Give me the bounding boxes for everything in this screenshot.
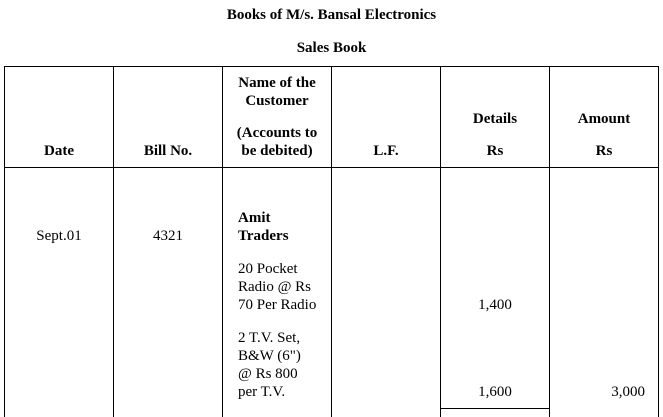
item2-line4: per T.V. bbox=[238, 384, 286, 400]
header-details-unit: Rs bbox=[486, 143, 504, 159]
firm-title: Books of M/s. Bansal Electronics bbox=[226, 7, 437, 23]
item2-line1: 2 T.V. Set, bbox=[238, 330, 301, 346]
header-date: Date bbox=[44, 143, 74, 159]
table-right-border bbox=[658, 66, 659, 417]
header-details: Details bbox=[472, 111, 518, 127]
header-amount: Amount bbox=[577, 111, 631, 127]
entry-date: Sept.01 bbox=[36, 228, 82, 244]
header-lf: L.F. bbox=[373, 143, 399, 159]
header-name-line1: Name of the bbox=[238, 75, 316, 91]
item1-line3: 70 Per Radio bbox=[238, 297, 317, 313]
entry-amount: 3,000 bbox=[611, 384, 645, 400]
entry-bill-no: 4321 bbox=[153, 228, 183, 244]
item1-line1: 20 Pocket bbox=[238, 261, 298, 277]
header-name-line2: Customer bbox=[245, 93, 309, 109]
details-total-line bbox=[441, 408, 549, 409]
item2-line3: @ Rs 800 bbox=[238, 366, 298, 382]
header-amount-unit: Rs bbox=[595, 143, 613, 159]
header-name-line4: be debited) bbox=[241, 143, 313, 159]
customer-name-line2: Traders bbox=[238, 228, 289, 244]
item1-line2: Radio @ Rs bbox=[238, 279, 311, 295]
header-bill-no: Bill No. bbox=[143, 143, 193, 159]
column-divider-bill bbox=[222, 66, 223, 417]
item2-details: 1,600 bbox=[478, 384, 512, 400]
customer-name-line1: Amit bbox=[238, 210, 271, 226]
book-title: Sales Book bbox=[296, 40, 367, 56]
column-divider-name bbox=[331, 66, 332, 417]
item1-details: 1,400 bbox=[478, 297, 512, 313]
item2-line2: B&W (6") bbox=[238, 348, 301, 364]
header-name-line3: (Accounts to bbox=[236, 125, 318, 141]
